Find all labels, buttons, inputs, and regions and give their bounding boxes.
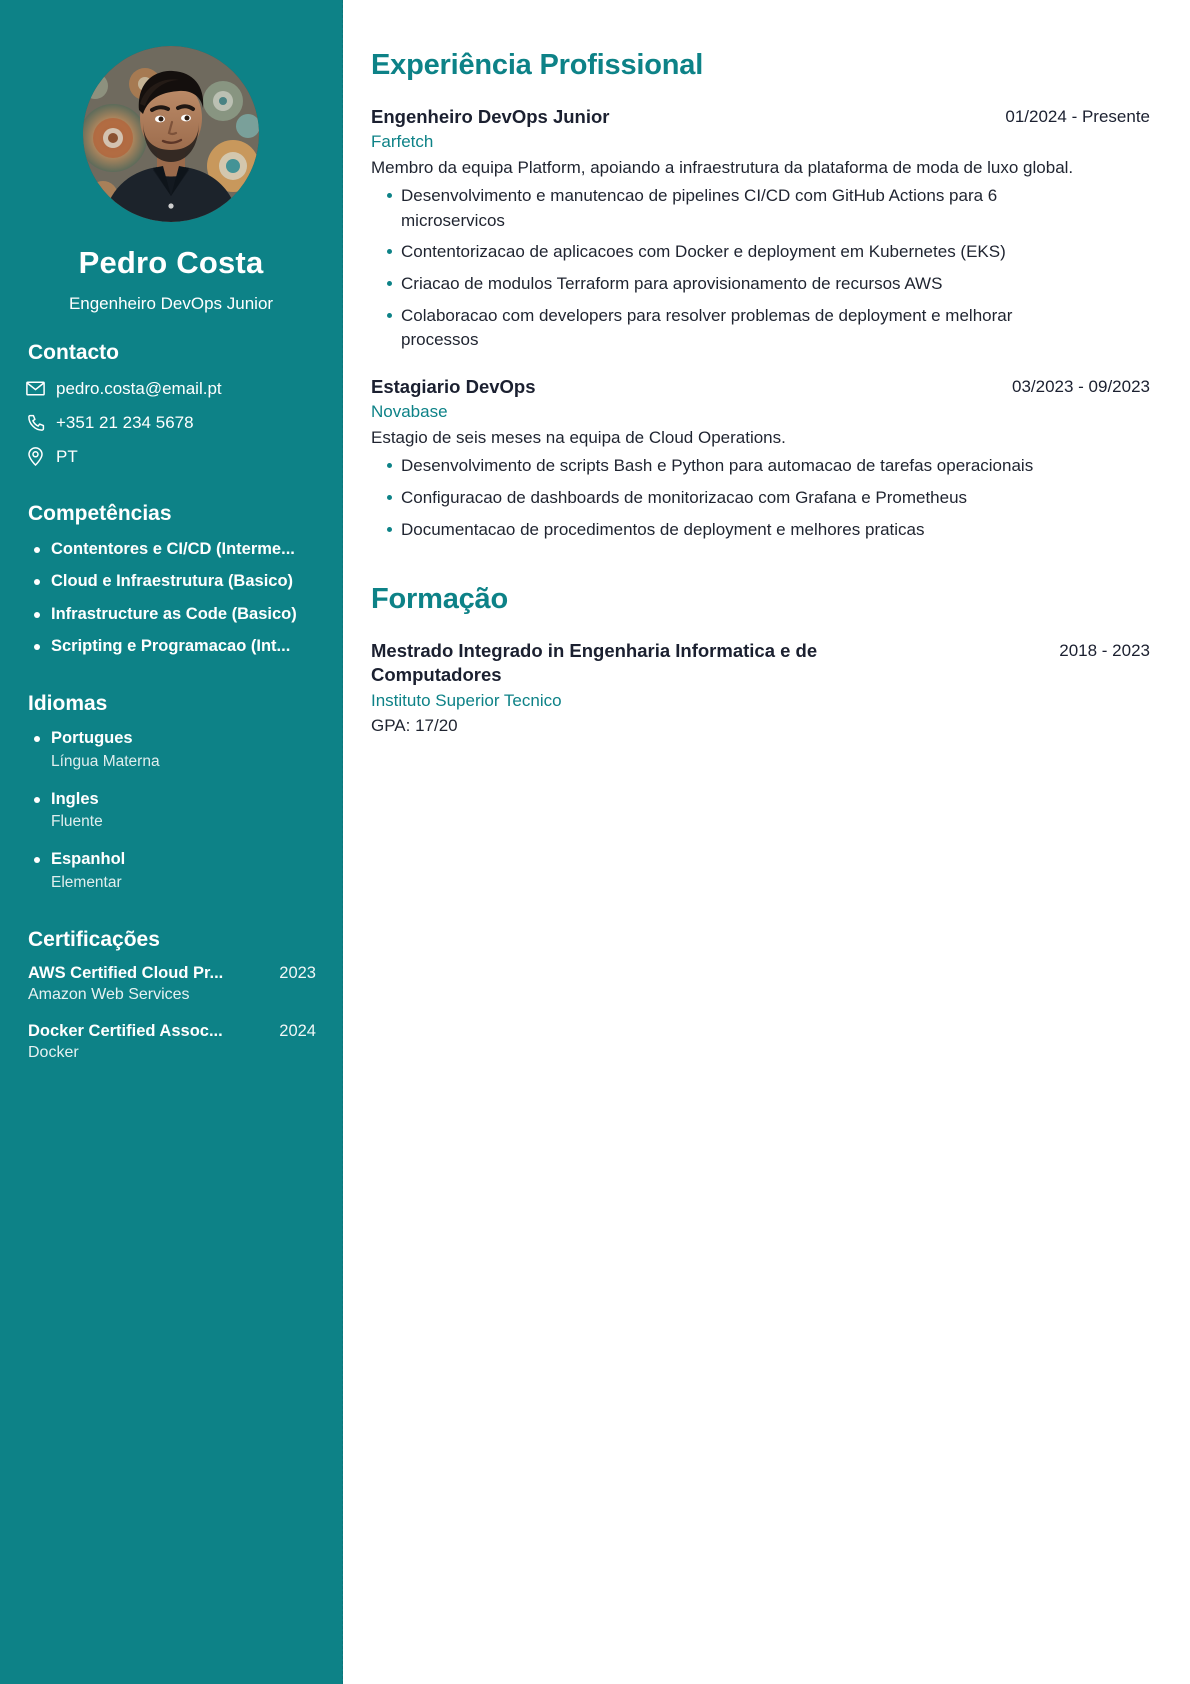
- certification-issuer: Docker: [28, 1043, 79, 1061]
- education-gpa: GPA: 17/20: [371, 715, 458, 735]
- experience-entry: [371, 375, 1150, 542]
- phone-icon: [26, 413, 45, 432]
- contact-location-value: PT: [56, 447, 78, 467]
- skills-list: [32, 539, 324, 658]
- person-name: Pedro Costa: [78, 245, 264, 280]
- job-summary: Membro da equipa Platform, apoiando a infraestrutura da plataforma de moda de luxo global.: [371, 158, 1074, 177]
- achievement-item: Colaboracao com developers para resolver problemas de deployment e melhorar processos: [371, 304, 1051, 353]
- language-name: Espanhol: [32, 849, 324, 870]
- job-title: Estagiario DevOps: [371, 375, 536, 397]
- language-level: Elementar: [51, 873, 122, 891]
- location-pin-icon: [26, 447, 45, 466]
- job-date-range: 03/2023 - 09/2023: [1011, 376, 1150, 396]
- experience-entry-header: [371, 105, 1150, 129]
- language-name: Ingles: [32, 789, 324, 810]
- contact-email[interactable]: [26, 378, 324, 399]
- avatar-container: [18, 46, 324, 222]
- certification-item: [28, 1022, 324, 1064]
- skill-item: Cloud e Infraestrutura (Basico): [32, 571, 324, 592]
- skill-item: Scripting e Programacao (Int...: [32, 636, 324, 657]
- contact-list: [26, 378, 324, 468]
- language-item: [32, 789, 324, 833]
- certifications-heading: Certificações: [28, 928, 160, 952]
- portrait-photo-icon: [83, 46, 259, 222]
- language-item: [32, 849, 324, 893]
- experience-entry: [371, 105, 1150, 353]
- job-achievements: [371, 184, 1150, 353]
- achievement-item: Documentacao de procedimentos de deployment e melhores praticas: [371, 518, 1051, 543]
- skills-heading: Competências: [28, 502, 172, 526]
- experience-heading: Experiência Profissional: [371, 49, 704, 81]
- envelope-icon: [26, 379, 45, 398]
- contact-email-value: pedro.costa@email.pt: [56, 378, 222, 398]
- achievement-item: Criacao de modulos Terraform para aprovisionamento de recursos AWS: [371, 272, 1051, 297]
- certification-header: [28, 1022, 324, 1042]
- certifications-list: [28, 964, 324, 1063]
- achievement-item: Contentorizacao de aplicacoes com Docker e deployment em Kubernetes (EKS): [371, 240, 1051, 265]
- language-level: Fluente: [51, 813, 103, 831]
- education-date-range: 2018 - 2023: [1059, 641, 1150, 661]
- sidebar: [0, 0, 343, 1684]
- languages-list: [32, 728, 324, 893]
- school-name: Instituto Superior Tecnico: [371, 690, 562, 710]
- certification-item: [28, 964, 324, 1006]
- contact-phone[interactable]: [26, 412, 324, 433]
- main-content: [343, 0, 1190, 1684]
- certification-header: [28, 964, 324, 984]
- certification-name: AWS Certified Cloud Pr...: [28, 964, 224, 983]
- skill-item: Contentores e CI/CD (Interme...: [32, 539, 324, 560]
- avatar: [83, 46, 259, 222]
- education-heading: Formação: [371, 583, 508, 616]
- languages-heading: Idiomas: [28, 692, 108, 716]
- degree-title: Mestrado Integrado in Engenharia Informatica e de Computadores: [371, 640, 818, 686]
- language-level: Língua Materna: [51, 752, 160, 770]
- achievement-item: Desenvolvimento e manutencao de pipelines CI/CD com GitHub Actions para 6 microservicos: [371, 184, 1051, 233]
- education-entry-header: [371, 639, 1150, 688]
- company-name: Farfetch: [371, 132, 434, 152]
- job-summary: Estagio de seis meses na equipa de Cloud Operations.: [371, 428, 786, 448]
- job-date-range: 01/2024 - Presente: [1005, 106, 1150, 126]
- language-name: Portugues: [32, 728, 324, 749]
- contact-phone-value: +351 21 234 5678: [56, 412, 194, 432]
- certification-year: 2024: [279, 1022, 316, 1041]
- contact-heading: Contacto: [28, 341, 119, 365]
- job-title: Engenheiro DevOps Junior: [371, 105, 610, 127]
- job-achievements: [371, 454, 1150, 542]
- person-title: Engenheiro DevOps Junior: [68, 294, 274, 314]
- company-name: Novabase: [371, 402, 448, 422]
- certification-year: 2023: [279, 964, 316, 983]
- certification-name: Docker Certified Assoc...: [28, 1022, 223, 1041]
- contact-location[interactable]: [26, 446, 324, 467]
- achievement-item: Configuracao de dashboards de monitorizacao com Grafana e Prometheus: [371, 486, 1051, 511]
- skill-item: Infrastructure as Code (Basico): [32, 604, 324, 625]
- language-item: [32, 728, 324, 772]
- experience-entry-header: [371, 375, 1150, 399]
- certification-issuer: Amazon Web Services: [28, 986, 190, 1004]
- achievement-item: Desenvolvimento de scripts Bash e Python para automacao de tarefas operacionais: [371, 454, 1051, 479]
- education-entry: [371, 639, 1150, 738]
